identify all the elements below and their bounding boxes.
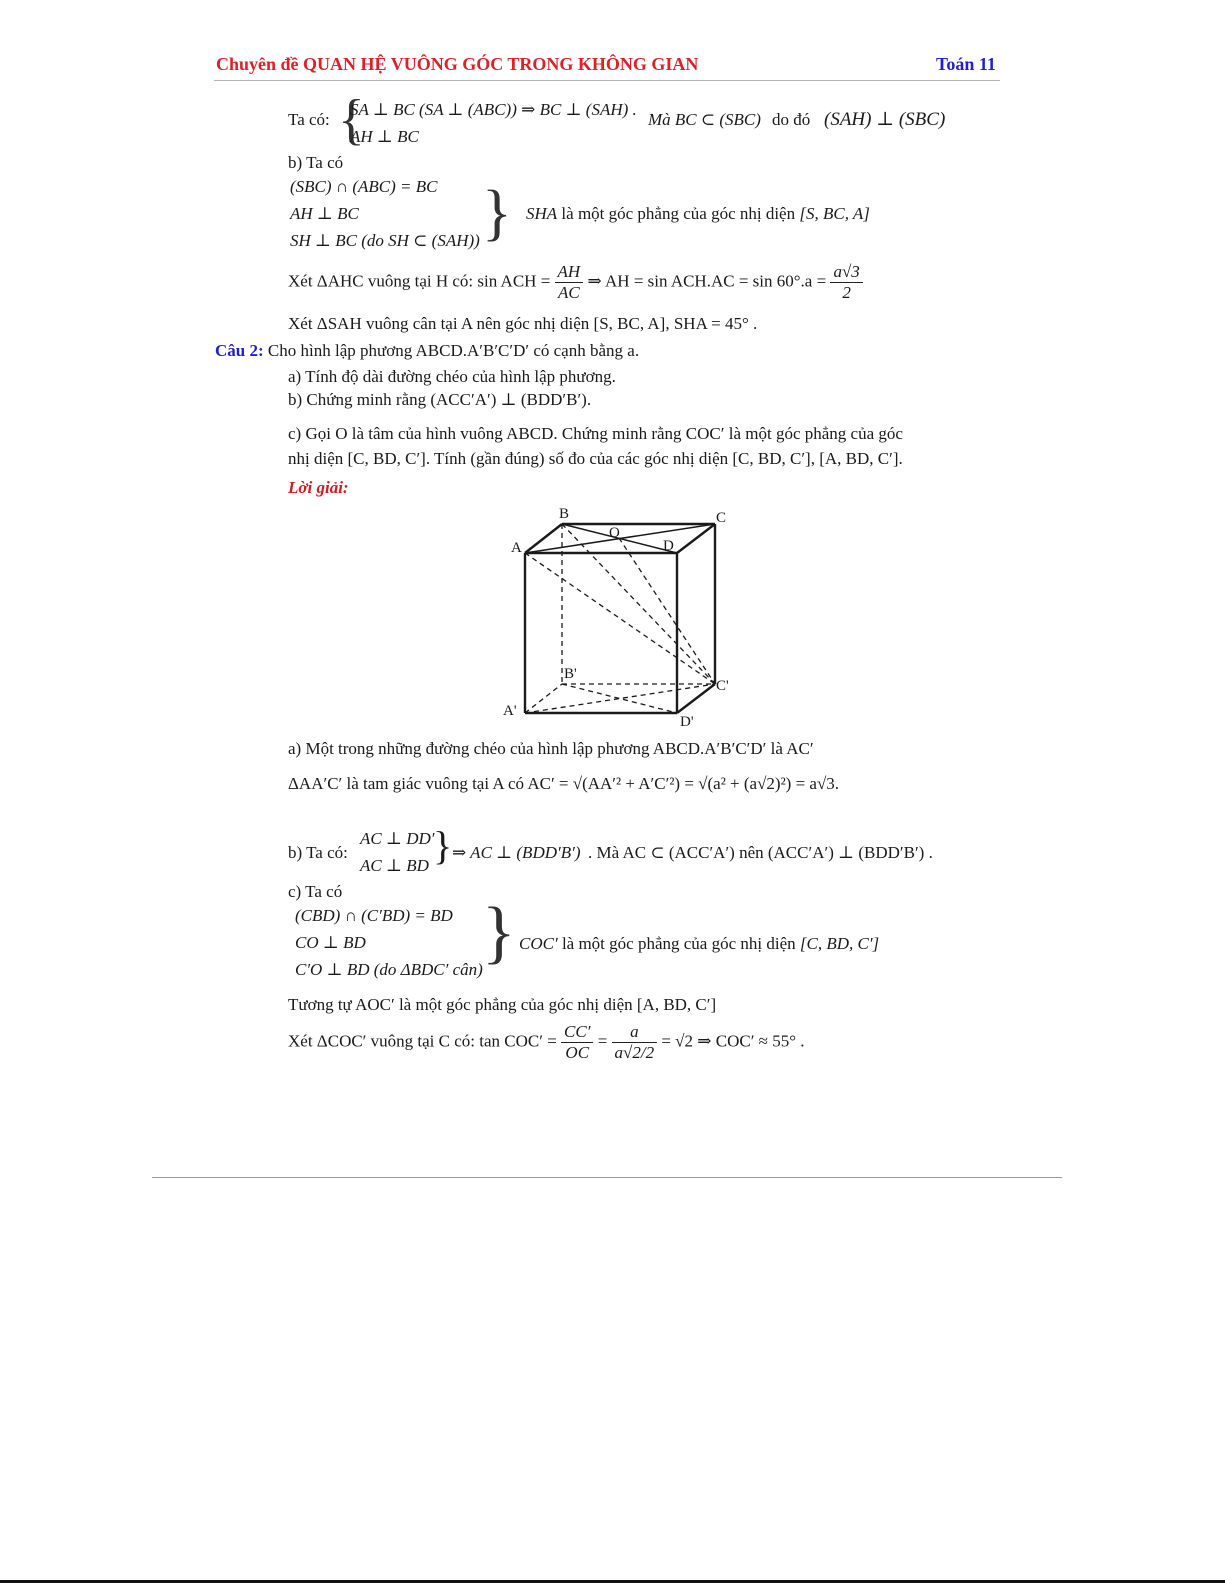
footer-rule	[152, 1177, 1062, 1178]
xet-sah: Xét ΔSAH vuông cân tại A nên góc nhị diện [S, BC, A], SHA = 45° .	[288, 314, 758, 333]
header-title: Chuyên đề QUAN HỆ VUÔNG GÓC TRONG KHÔNG GIAN	[216, 54, 699, 74]
solution-b-result: ⇒ AC ⊥ (BDD′B′)	[452, 843, 581, 862]
question-2: Câu 2: Cho hình lập phương ABCD.A′B′C′D′ có cạnh bằng a.	[215, 341, 640, 360]
solution-b-system-2: AC ⊥ BD	[360, 856, 429, 875]
tuong-tu: Tương tự AOC′ là một góc phẳng của góc nhị diện [A, BD, C′]	[288, 995, 717, 1014]
label-C: C	[716, 510, 727, 526]
system2-line-3: SH ⊥ BC (do SH ⊂ (SAH))	[290, 231, 480, 250]
solution-b-rest: . Mà AC ⊂ (ACC′A′) nên (ACC′A′) ⊥ (BDD′B′) .	[588, 843, 933, 862]
label-A: A	[511, 540, 522, 556]
solution-b-system-1: AC ⊥ DD′	[360, 829, 435, 848]
solution-a-line-1: a) Một trong những đường chéo của hình lập phương ABCD.A′B′C′D′ là AC′	[288, 739, 814, 758]
solution-c-brace: }	[482, 894, 516, 971]
system2-brace: }	[482, 179, 512, 247]
label-A-prime: A'	[503, 703, 517, 719]
label-B-prime: B'	[564, 666, 577, 682]
xet-ahc: Xét ΔAHC vuông tại H có: sin ACH = $\frac{AH}{AC}$ ⇒ AH = sin ACH.AC = sin 60°.a = $\frac{a√3}{2}$	[288, 262, 863, 303]
solution-b-brace: }	[433, 823, 453, 868]
part-b-label: b) Ta có	[288, 153, 344, 172]
system-line-1: SA ⊥ BC (SA ⊥ (ABC)) ⇒ BC ⊥ (SAH) .	[350, 100, 637, 119]
label-O: O	[609, 525, 620, 541]
solution-c-system-1: (CBD) ∩ (C′BD) = BD	[295, 906, 453, 925]
question-2-b: b) Chứng minh rằng (ACC′A′) ⊥ (BDD′B′).	[288, 390, 592, 409]
page-bottom-rule	[0, 1580, 1225, 1583]
system-brace: {	[338, 89, 365, 151]
xet-coc: Xét ΔCOC′ vuông tại C có: tan COC′ = $\frac{CC'}{OC}$ = $\frac{a}{a√2/2}$ = √2 ⇒ COC′ ≈ 55° .	[288, 1022, 805, 1062]
header-rule	[214, 80, 1000, 81]
question-2-c-line-1: c) Gọi O là tâm của hình vuông ABCD. Chứng minh rằng COC′ là một góc phẳng của góc	[288, 424, 903, 443]
header-grade: Toán 11	[936, 54, 996, 74]
solution-b-label: b) Ta có:	[288, 843, 348, 862]
conclusion-math: Mà BC ⊂ (SBC)	[648, 110, 761, 129]
solution-c-result: COC′ là một góc phẳng của góc nhị diện [C, BD, C′]	[519, 934, 880, 953]
system2-result: SHA là một góc phẳng của góc nhị diện [S, BC, A]	[526, 204, 870, 223]
conclusion-math-2: (SAH) ⊥ (SBC)	[824, 109, 946, 130]
question-2-a: a) Tính độ dài đường chéo của hình lập phương.	[288, 367, 616, 386]
label-C-prime: C'	[716, 678, 729, 694]
cube-figure	[495, 500, 745, 730]
conclusion-text: do đó	[772, 110, 811, 129]
label-D: D	[663, 538, 674, 554]
system2-line-2: AH ⊥ BC	[290, 204, 359, 223]
solution-a-line-2: ΔAA′C′ là tam giác vuông tại A có AC′ = √(AA′² + A′C′²) = √(a² + (a√2)²) = a√3.	[288, 774, 840, 793]
solution-c-label: c) Ta có	[288, 882, 343, 901]
label-D-prime: D'	[680, 714, 694, 730]
solution-c-system-3: C′O ⊥ BD (do ΔBDC′ cân)	[295, 960, 483, 979]
solution-c-system-2: CO ⊥ BD	[295, 933, 366, 952]
label-B: B	[559, 506, 570, 522]
solution-label: Lời giải:	[288, 478, 349, 497]
system-line-2: AH ⊥ BC	[350, 127, 419, 146]
ta-co-label: Ta có:	[288, 110, 330, 129]
system2-line-1: (SBC) ∩ (ABC) = BC	[290, 177, 438, 196]
question-2-c-line-2: nhị diện [C, BD, C′]. Tính (gần đúng) số đo của các góc nhị diện [C, BD, C′], [A, BD, C′].	[288, 449, 903, 468]
